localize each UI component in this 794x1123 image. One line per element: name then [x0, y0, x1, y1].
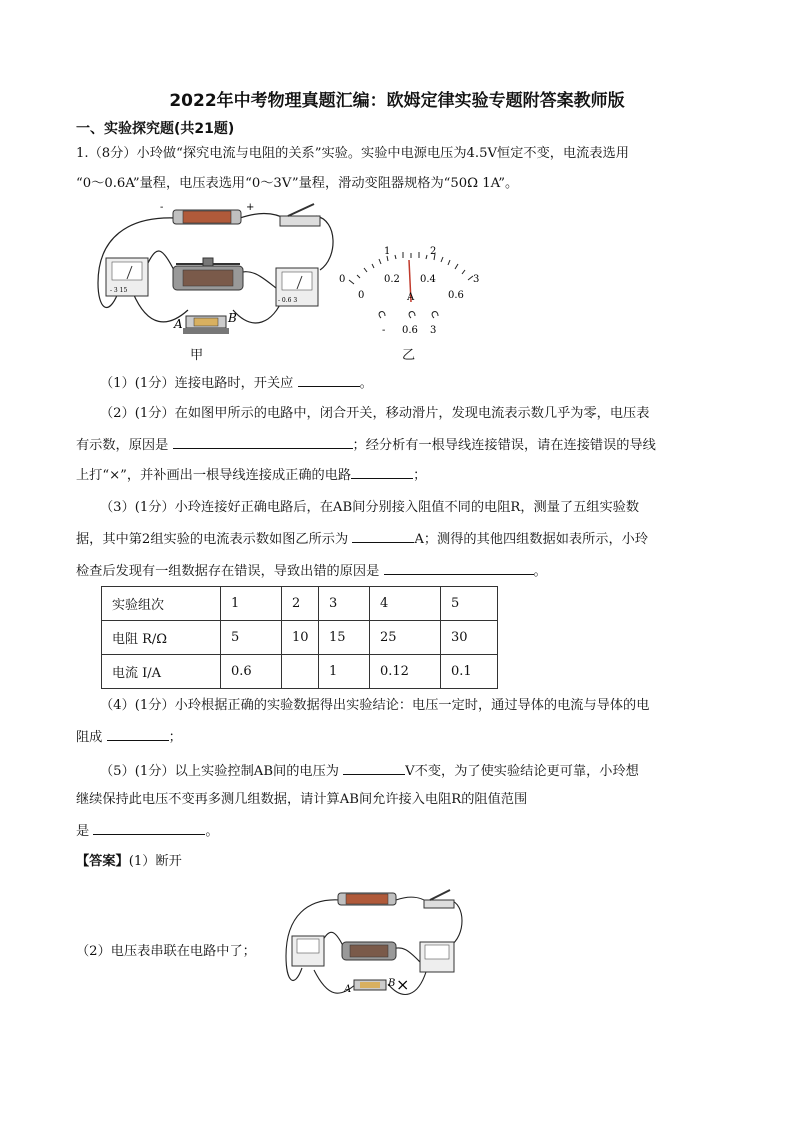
- circuit-diagram-answer: [278, 886, 466, 1010]
- data-table: [101, 586, 498, 689]
- answer-terminal-b: B: [388, 978, 396, 989]
- answer-line-2: （2）电压表串联在电路中了；: [76, 944, 256, 959]
- dial-upper-0: 0: [339, 274, 346, 285]
- sub-question-4-line-2: 阻成 ；: [76, 726, 182, 748]
- question-1-line-1: 1.（8分）小玲做“探究电流与电阻的关系”实验。实验中电源电压为4.5V恒定不变，电流表选用: [76, 146, 629, 161]
- terminal-minus: -: [382, 325, 386, 336]
- sub-question-4-line-1: （4）(1分）小玲根据正确的实验数据得出实验结论：电压一定时，通过导体的电流与导体的电: [100, 698, 650, 713]
- answer-terminal-a: A: [344, 984, 352, 995]
- page-title: 2022年中考物理真题汇编：欧姆定律实验专题附答案教师版: [169, 91, 625, 111]
- terminal-3: 3: [430, 325, 437, 336]
- circuit-diagram-jia: [88, 198, 338, 348]
- answer-blank: [173, 434, 353, 449]
- terminal-06: 0.6: [402, 325, 418, 336]
- dial-upper-1: 1: [384, 246, 391, 257]
- sub-question-5-line-3: 是 。: [76, 820, 219, 842]
- table-row: 电流 I/A 0.6 1 0.12 0.1: [102, 655, 498, 689]
- dial-lower-2: 0.4: [420, 274, 436, 285]
- answer-blank: [352, 528, 414, 543]
- dial-lower-3: 0.6: [448, 290, 464, 301]
- figure-jia-label: 甲: [190, 348, 204, 363]
- dial-unit-label: A: [407, 292, 415, 303]
- question-1-line-2: “0～0.6A”量程，电压表选用“0～3V”量程，滑动变阻器规格为“50Ω 1A”。: [76, 176, 519, 191]
- dial-lower-1: 0.2: [384, 274, 400, 285]
- table-row: 电阻 R/Ω 5 10 15 25 30: [102, 621, 498, 655]
- ammeter-dial-yi: [336, 240, 486, 340]
- answer-blank: [107, 726, 169, 741]
- dial-lower-0: 0: [358, 290, 365, 301]
- voltmeter-terminals: - 3 15: [110, 287, 128, 294]
- answer-blank: [93, 820, 205, 835]
- figure-yi-label: 乙: [402, 348, 416, 363]
- sub-question-2-line-1: （2）(1分）在如图甲所示的电路中，闭合开关，移动滑片，发现电流表示数几乎为零，电压表: [100, 406, 650, 421]
- sub-question-3-line-3: 检查后发现有一组数据存在错误，导致出错的原因是 。: [76, 560, 547, 582]
- dial-upper-2: 2: [430, 246, 437, 257]
- terminal-a-label: A: [174, 317, 183, 331]
- sub-question-5-line-2: 继续保持此电压不变再多测几组数据，请计算AB间允许接入电阻R的阻值范围: [76, 792, 528, 807]
- sub-question-1: （1）(1分）连接电路时，开关应 。: [100, 372, 373, 394]
- answer-blank: [351, 464, 413, 479]
- answer-blank: [298, 372, 360, 387]
- answer-blank: [343, 760, 405, 775]
- sub-question-2-line-2: 有示数，原因是 ；经分析有一根导线连接错误，请在连接错误的导线: [76, 434, 656, 456]
- answer-blank: [384, 560, 534, 575]
- sub-question-3-line-1: （3）(1分）小玲连接好正确电路后，在AB间分别接入阻值不同的电阻R，测量了五组实验数: [100, 500, 640, 515]
- sub-question-3-line-2: 据，其中第2组实验的电流表示数如图乙所示为 A；测得的其他四组数据如表所示，小玲: [76, 528, 648, 550]
- dial-upper-3: 3: [473, 274, 480, 285]
- battery-plus: +: [246, 202, 255, 213]
- table-row: 实验组次 1 2 3 4 5: [102, 587, 498, 621]
- battery-minus: -: [160, 202, 164, 213]
- answer-line-1: 【答案】(1）断开: [76, 854, 182, 869]
- section-heading: 一、实验探究题(共21题): [76, 121, 235, 137]
- cross-mark: ×: [396, 975, 410, 994]
- sub-question-2-line-3: 上打“×”，并补画出一根导线连接成正确的电路 ；: [76, 464, 426, 486]
- answer-key-label: 【答案】: [76, 854, 129, 869]
- sub-question-5-line-1: （5）(1分）以上实验控制AB间的电压为 V不变，为了使实验结论更可靠，小玲想: [100, 760, 639, 782]
- ammeter-terminals: - 0.6 3: [278, 297, 298, 304]
- terminal-b-label: B: [228, 311, 237, 325]
